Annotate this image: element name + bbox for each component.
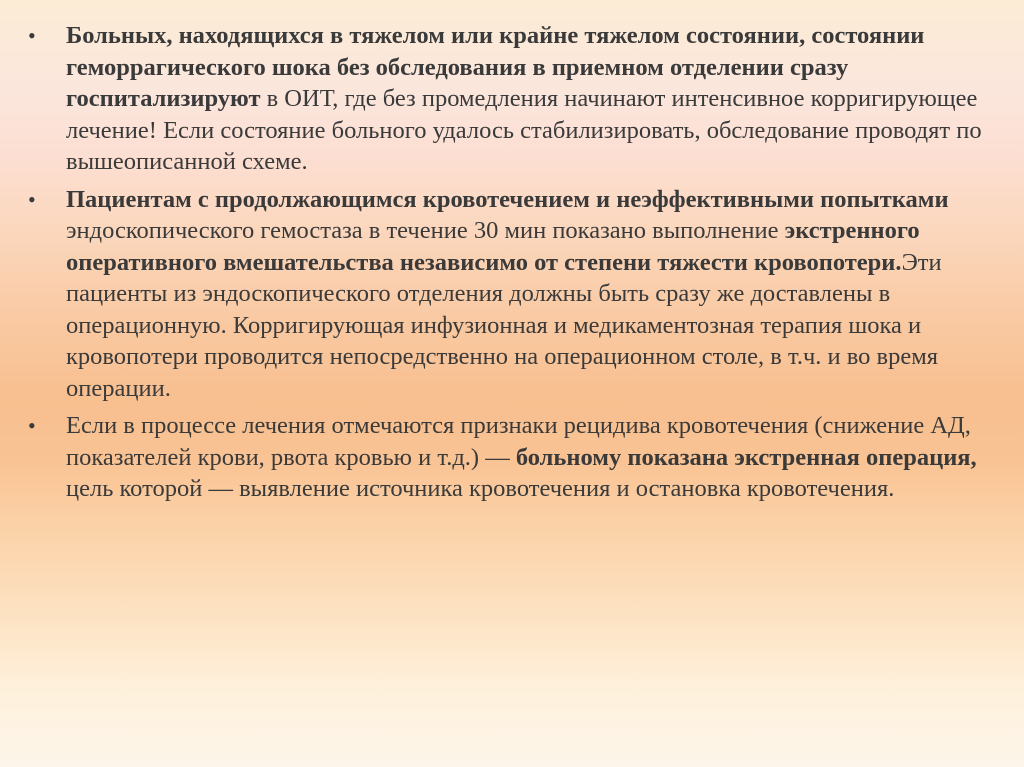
bullet-2-bold-text-2: экстренного оперативного вмешательства независимо от степени тяжести кровопотери.	[66, 217, 920, 276]
bullet-3-text-1: Если в процессе лечения отмечаются признаки рецидива кровотечения (снижение АД, показателей крови, рвота кровью и т.д.) —	[66, 412, 971, 471]
bullet-2-text-1: эндоскопического гемостаза в течение 30 мин показано выполнение	[66, 217, 785, 244]
bullet-2-text-2: Эти пациенты из эндоскопического отделения должны быть сразу же доставлены в операционную. Корригирующая инфузионная и медикаментозная терапия шока и кровопотери проводится непосредственно на операционном столе, в т.ч. и во время операции.	[66, 248, 942, 402]
bullet-marker: •	[28, 413, 36, 438]
bullet-item-1	[28, 20, 988, 178]
bullet-item-3	[28, 410, 988, 505]
bullet-1-bold-text: Больных, находящихся в тяжелом или крайне тяжелом состоянии, состоянии геморрагического шока без обследования в приемном отделении сразу госпитализируют	[66, 22, 925, 112]
bullet-list	[28, 20, 988, 511]
bullet-marker: •	[28, 23, 36, 48]
bullet-marker: •	[28, 186, 36, 212]
bullet-1-text: в ОИТ, где без промедления начинают интенсивное корригирующее лечение! Если состояние больного удалось стабилизировать, обследование проводят по вышеописанной схеме.	[66, 85, 982, 175]
bullet-2-bold-text-1: Пациентам с продолжающимся кровотечением и неэффективными попытками	[66, 185, 949, 213]
bullet-3-bold-text: больному показана экстренная операция,	[515, 443, 977, 471]
bullet-3-text-2: цель которой — выявление источника кровотечения и остановка кровотечения.	[66, 475, 895, 502]
bullet-item-2	[28, 184, 988, 405]
